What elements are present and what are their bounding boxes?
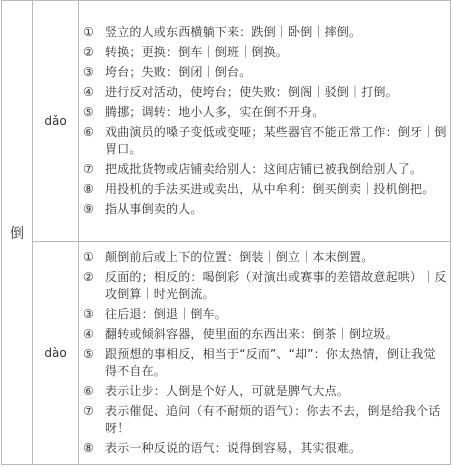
definition-item <box>83 44 447 61</box>
definition-number: ⑥ <box>83 384 94 398</box>
headword-cell <box>2 1 33 465</box>
definition-text: 转换；更换：倒车｜倒班｜倒换。 <box>105 45 289 59</box>
definition-text: 往后退：倒退｜倒车。 <box>105 307 228 321</box>
definitions-cell-dao3 <box>79 1 451 242</box>
definition-item <box>83 104 447 121</box>
definition-number: ③ <box>83 307 94 321</box>
pinyin-dao3: dǎo <box>44 114 67 128</box>
definition-item <box>83 161 447 178</box>
reading-row-dao3 <box>2 1 451 242</box>
definition-text: 指从事倒卖的人。 <box>105 202 203 216</box>
definition-item <box>83 84 447 101</box>
definition-number: ① <box>83 250 94 264</box>
definition-item <box>83 181 447 198</box>
definition-text: 戏曲演员的嗓子变低或变哑；某些器官不能正常工作：倒牙｜倒胃口。 <box>105 125 447 156</box>
definition-item <box>83 440 447 457</box>
reading-row-dao4 <box>2 242 451 465</box>
definition-number: ⑤ <box>83 347 94 361</box>
definition-text: 颠倒前后或上下的位置：倒装｜倒立｜本末倒置。 <box>105 250 374 264</box>
definition-number: ⑧ <box>83 182 94 196</box>
definitions-cell-dao4 <box>79 242 451 465</box>
definition-text: 表示催促、追问（有不耐烦的语气）：你去不去，倒是给我个话呀！ <box>105 404 441 435</box>
definition-number: ⑧ <box>83 441 94 455</box>
definition-text: 腾挪；调转：地小人多，实在倒不开身。 <box>105 105 325 119</box>
definition-item <box>83 403 447 437</box>
definition-item <box>83 124 447 158</box>
definition-item <box>83 383 447 400</box>
definition-number: ④ <box>83 327 94 341</box>
definition-item <box>83 24 447 41</box>
definition-item <box>83 249 447 266</box>
definition-item <box>83 64 447 81</box>
headword-character: 倒 <box>10 225 24 242</box>
definition-number: ⑦ <box>83 404 94 418</box>
definition-number: ④ <box>83 85 94 99</box>
pinyin-cell-dao3 <box>33 1 79 242</box>
definition-text: 反面的；相反的：喝倒彩（对演出或赛事的差错故意起哄）｜反攻倒算｜时光倒流。 <box>105 270 447 301</box>
definition-item <box>83 346 447 380</box>
definition-item <box>83 326 447 343</box>
pinyin-dao4: dào <box>44 346 67 360</box>
definition-number: ② <box>83 270 94 284</box>
definition-number: ③ <box>83 65 94 79</box>
definition-text: 表示一种反说的语气：说得倒容易，其实很难。 <box>105 441 362 455</box>
dictionary-entry-table <box>1 0 451 465</box>
definition-number: ⑨ <box>83 202 94 216</box>
definition-number: ① <box>83 25 94 39</box>
definition-text: 垮台；失败：倒闭｜倒台。 <box>105 65 252 79</box>
definition-text: 用投机的手法买进或卖出，从中牟利：倒买倒卖｜投机倒把。 <box>105 182 435 196</box>
definition-number: ⑥ <box>83 125 94 139</box>
definition-item <box>83 269 447 303</box>
definition-text: 表示让步：人倒是个好人，可就是脾气大点。 <box>105 384 350 398</box>
definition-text: 跟预想的事相反，相当于“反而”、“却”：你太热情，倒让我觉得不自在。 <box>105 347 436 378</box>
definition-number: ⑤ <box>83 105 94 119</box>
definition-text: 竖立的人或东西横躺下来：跌倒｜卧倒｜摔倒。 <box>105 25 362 39</box>
definition-item <box>83 201 447 218</box>
definition-text: 进行反对活动，使垮台；使失败：倒阁｜驳倒｜打倒。 <box>105 85 398 99</box>
definition-number: ② <box>83 45 94 59</box>
definition-text: 翻转或倾斜容器，使里面的东西出来：倒茶｜倒垃圾。 <box>105 327 398 341</box>
definition-text: 把成批货物或店铺卖给别人：这间店铺已被我倒给别人了。 <box>105 162 423 176</box>
definition-number: ⑦ <box>83 162 94 176</box>
pinyin-cell-dao4 <box>33 242 79 465</box>
definition-item <box>83 306 447 323</box>
